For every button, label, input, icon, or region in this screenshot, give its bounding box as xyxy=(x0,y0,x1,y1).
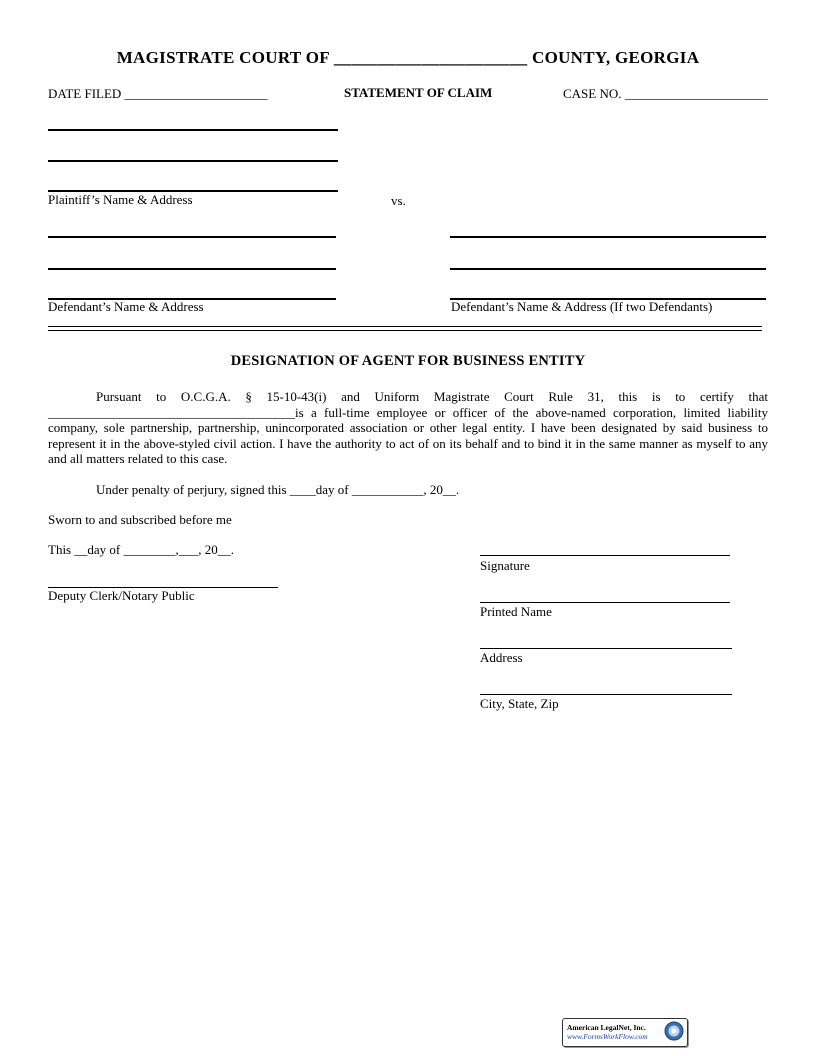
versus-label: vs. xyxy=(391,193,406,208)
defendant2-label: Defendant’s Name & Address (If two Defendants) xyxy=(451,299,713,314)
court-title: MAGISTRATE COURT OF ______________________ COUNTY, GEORGIA xyxy=(116,48,700,67)
defendant-label: Defendant’s Name & Address xyxy=(48,299,204,314)
city-state-zip-line[interactable] xyxy=(480,694,732,695)
separator-bottom xyxy=(48,330,762,331)
separator-top xyxy=(48,326,762,327)
printed-name-line[interactable] xyxy=(480,602,730,603)
address-label: Address xyxy=(480,650,523,665)
designation-heading: DESIGNATION OF AGENT FOR BUSINESS ENTITY xyxy=(230,353,586,369)
publisher-name: American LegalNet, Inc. xyxy=(567,1023,646,1032)
defendant-line-1[interactable] xyxy=(48,236,336,238)
deputy-clerk-label: Deputy Clerk/Notary Public xyxy=(48,588,195,603)
sworn-statement: Sworn to and subscribed before me xyxy=(48,512,232,527)
city-state-zip-label: City, State, Zip xyxy=(480,696,559,711)
signature-line[interactable] xyxy=(480,555,730,556)
defendant2-line-2[interactable] xyxy=(450,268,766,270)
case-number-field: CASE NO. ______________________ xyxy=(563,86,768,101)
this-day-statement: This __day of ________,___, 20__. xyxy=(48,542,234,557)
perjury-statement: Under penalty of perjury, signed this ____day of ___________, 20__. xyxy=(96,482,460,497)
globe-icon xyxy=(664,1021,684,1041)
address-line[interactable] xyxy=(480,648,732,649)
printed-name-label: Printed Name xyxy=(480,604,552,619)
publisher-logo xyxy=(562,1018,688,1047)
plaintiff-line-1[interactable] xyxy=(48,129,338,131)
plaintiff-label: Plaintiff’s Name & Address xyxy=(48,192,193,207)
plaintiff-line-2[interactable] xyxy=(48,160,338,162)
defendant2-line-1[interactable] xyxy=(450,236,766,238)
statement-of-claim-heading: STATEMENT OF CLAIM xyxy=(344,85,493,100)
certification-paragraph: Pursuant to O.C.G.A. § 15-10-43(i) and Uniform Magistrate Court Rule 31, this is to certify that ______________________________________is a full-time employee or officer of the above-named corporation, limited liability company, sole partnership, partnership, unincorporated association or other legal entity. I have been designated by said business to represent it in the above-styled civil action. I have the authority to act of on its behalf and to bind it in the same manner as myself to any and all matters related to this case. xyxy=(48,389,768,466)
date-filed-field: DATE FILED ______________________ xyxy=(48,86,268,101)
defendant-line-2[interactable] xyxy=(48,268,336,270)
publisher-website[interactable]: www.FormsWorkFlow.com xyxy=(567,1032,648,1041)
signature-label: Signature xyxy=(480,558,530,573)
